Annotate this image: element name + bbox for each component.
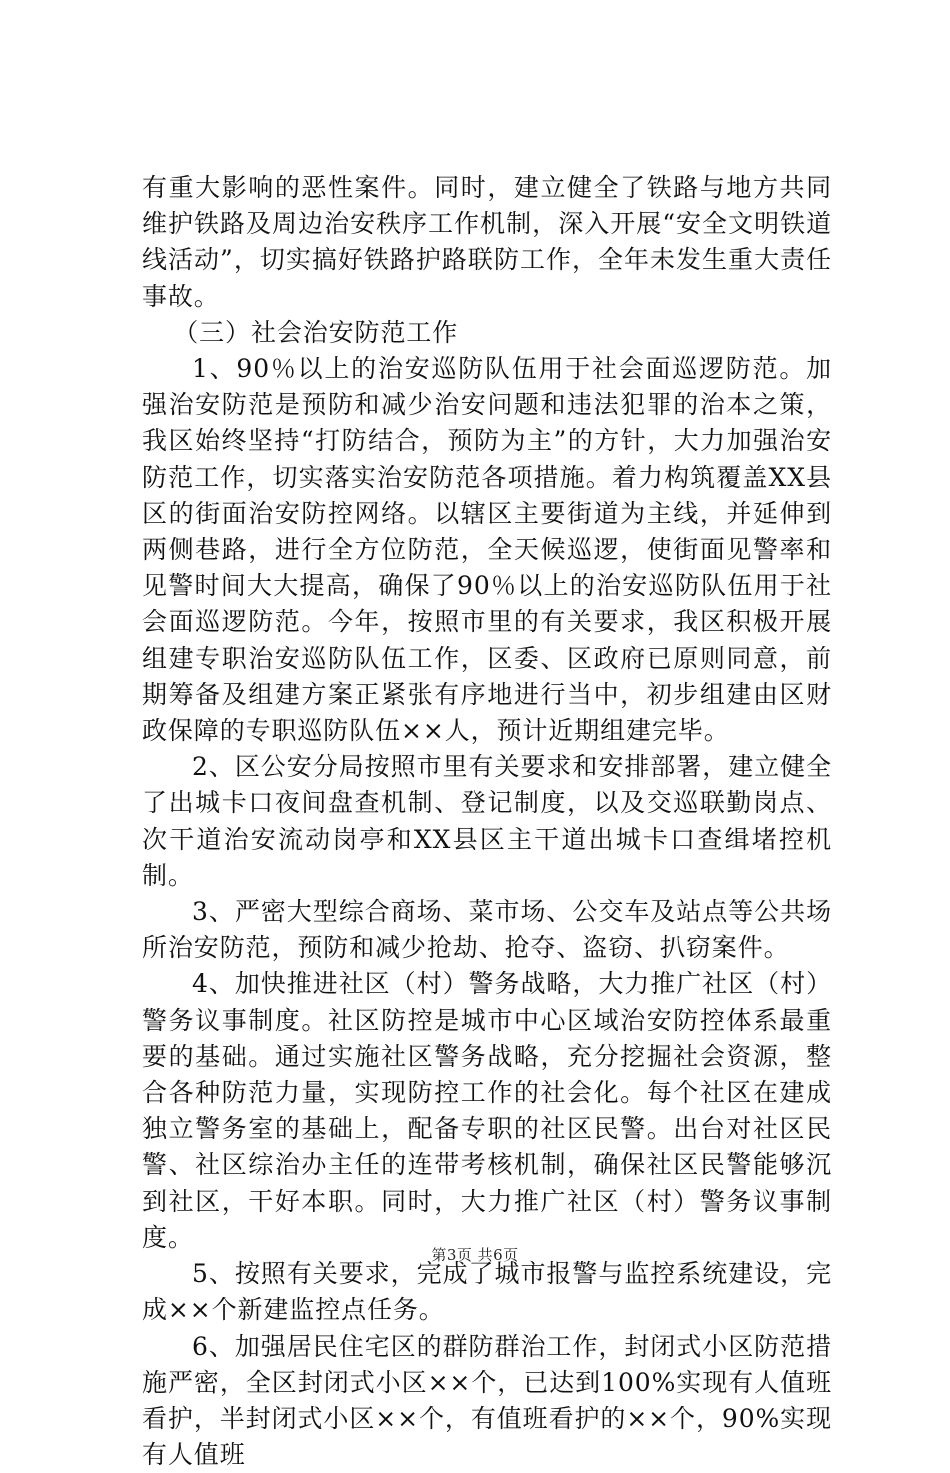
paragraph-item-5: 5、按照有关要求，完成了城市报警与监控系统建设，完成××个新建监控点任务。 bbox=[142, 1256, 832, 1328]
paragraph-item-3: 3、严密大型综合商场、菜市场、公交车及站点等公共场所治安防范，预防和减少抢劫、抢夺、盗窃、扒窃案件。 bbox=[142, 894, 832, 966]
paragraph-item-1: 1、90％以上的治安巡防队伍用于社会面巡逻防范。加强治安防范是预防和减少治安问题和违法犯罪的治本之策，我区始终坚持“打防结合，预防为主”的方针，大力加强治安防范工作，切实落实治安防范各项措施。着力构筑覆盖XX县区的街面治安防控网络。以辖区主要街道为主线，并延伸到两侧巷路，进行全方位防范，全天候巡逻，使街面见警率和见警时间大大提高，确保了90％以上的治安巡防队伍用于社会面巡逻防范。今年，按照市里的有关要求，我区积极开展组建专职治安巡防队伍工作，区委、区政府已原则同意，前期筹备及组建方案正紧张有序地进行当中，初步组建由区财政保障的专职巡防队伍××人，预计近期组建完毕。 bbox=[142, 351, 832, 749]
paragraph-continuation: 有重大影响的恶性案件。同时，建立健全了铁路与地方共同维护铁路及周边治安秩序工作机制，深入开展“安全文明铁道线活动”，切实搞好铁路护路联防工作，全年未发生重大责任事故。 bbox=[142, 170, 832, 315]
section-heading: （三）社会治安防范工作 bbox=[142, 315, 832, 351]
page-footer: 第3页 共6页 bbox=[0, 1244, 950, 1265]
paragraph-item-2: 2、区公安分局按照市里有关要求和安排部署，建立健全了出城卡口夜间盘查机制、登记制度，以及交巡联勤岗点、次干道治安流动岗亭和XX县区主干道出城卡口查缉堵控机制。 bbox=[142, 749, 832, 894]
paragraph-item-6: 6、加强居民住宅区的群防群治工作，封闭式小区防范措施严密，全区封闭式小区××个，已达到100%实现有人值班看护，半封闭式小区××个，有值班看护的××个，90%实现有人值班 bbox=[142, 1329, 832, 1473]
document-body bbox=[142, 170, 832, 1473]
paragraph-item-4: 4、加快推进社区（村）警务战略，大力推广社区（村）警务议事制度。社区防控是城市中心区域治安防控体系最重要的基础。通过实施社区警务战略，充分挖掘社会资源，整合各种防范力量，实现防控工作的社会化。每个社区在建成独立警务室的基础上，配备专职的社区民警。出台对社区民警、社区综治办主任的连带考核机制，确保社区民警能够沉到社区，干好本职。同时，大力推广社区（村）警务议事制度。 bbox=[142, 966, 832, 1256]
